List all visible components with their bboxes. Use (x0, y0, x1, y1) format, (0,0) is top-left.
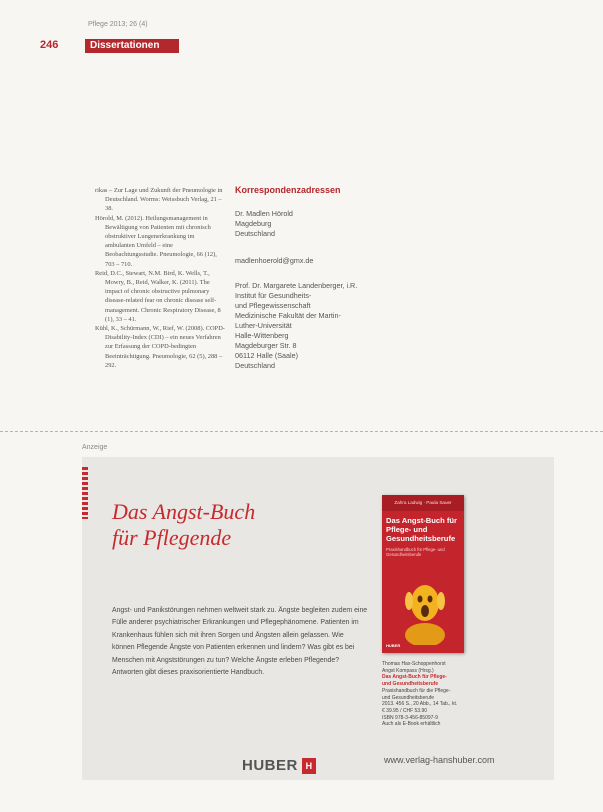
section-tab: Dissertationen (85, 39, 179, 53)
reference-item: Kühl, K., Schürmann, W., Rief, W. (2008). COPD-Disability-Index (CDI) – ein neues Verfahren zur Erfassung der COPD-bedingten Beeinträchtigung. Pneumologie, 62 (5), 288 – 292. (95, 325, 225, 369)
journal-citation: Pflege 2013; 26 (4) (88, 21, 148, 28)
book-info-line: Thomas Hax-Schoppenhorst (382, 661, 446, 667)
book-info-line: ISBN 978-3-456-85097-9 (382, 714, 438, 721)
address-line: Halle-Wittenberg (235, 331, 289, 340)
book-cover[interactable] (382, 495, 464, 653)
address-line: Magdeburg (235, 219, 272, 228)
correspondence-address-1 (235, 209, 375, 239)
book-info (382, 661, 474, 728)
reference-item: Hörold, M. (2012). Heilungsmanagement in Bewältigung von Patienten mit chronisch obstruktiver Lungenerkrankung im ambulanten Umfeld – eine Beobachtungsstudie. Pneumologie, 66 (12), 703 – 710. (95, 214, 217, 268)
decorative-stripe (82, 467, 88, 519)
book-cover-title: Das Angst-Buch für Pflege- und Gesundheitsberufe (386, 516, 458, 543)
book-info-line: Praxishandbuch für die Pflege- (382, 687, 451, 694)
book-info-title: Das Angst-Buch für Pflege- (382, 674, 447, 681)
publisher-logo (242, 757, 316, 774)
ad-label: Anzeige (82, 444, 108, 451)
address-line: Luther-Universität (235, 321, 292, 330)
book-info-line: Angst Kompass (Hrsg.) (382, 667, 434, 674)
book-cover-publisher: HUBER (386, 643, 401, 648)
address-line: Magdeburger Str. 8 (235, 341, 297, 350)
reference-item: rikas – Zur Lage und Zukunft der Pneumologie in Deutschland. Worms: Weissbuch Verlag, 21 – 38. (95, 187, 223, 213)
advertisement[interactable] (82, 457, 554, 780)
address-line: Dr. Madlen Hörold (235, 209, 293, 218)
address-line: Prof. Dr. Margarete Landenberger, i.R. (235, 281, 358, 290)
address-line: Institut für Gesundheits- (235, 291, 312, 300)
ad-title (112, 499, 372, 551)
address-line: Medizinische Fakultät der Martin- (235, 311, 341, 320)
address-line: 06112 Halle (Saale) (235, 351, 298, 360)
publisher-name: HUBER (242, 757, 298, 774)
book-info-line: Auch als E-Book erhältlich (382, 721, 441, 728)
ad-title-line: für Pflegende (112, 525, 232, 550)
address-line: Deutschland (235, 361, 275, 370)
ad-body-text: Angst- und Panikstörungen nehmen weltweit stark zu. Ängste begleiten zudem eine Fülle anderer psychiatrischer Erkrankungen und Pflegephänomene. Patienten im Krankenhaus fühlen sich mit ihren Sorgen und Ängsten allein gelassen. Wie können Pflegende Ängste von Patienten erkennen und lindern? Was gibt es bei Menschen mit Angststörungen zu tun? Welche Ängste erleben Pflegende? Antworten gibt dieses praxisorientierte Handbuch. (112, 607, 368, 677)
address-line: und Pflegewissenschaft (235, 301, 311, 310)
publisher-mark-icon: H (302, 758, 316, 774)
book-cover-subtitle: Praxishandbuch für Pflege- und Gesundheitsberufe (386, 547, 445, 558)
ad-title-line: Das Angst-Buch (112, 499, 256, 524)
page-number: 246 (40, 39, 59, 51)
book-info-line: und Gesundheitsberufe (382, 694, 434, 701)
email-link[interactable]: madlenhoerold@gmx.de (235, 256, 314, 265)
address-line: Deutschland (235, 229, 275, 238)
reference-item: Reid, D.C., Stewart, N.M. Bird, K. Wells, T., Mowry, B., Reid, Walker, K. (2011). The impact of chronic obstructive pulmonary disease-related fear on chronic disease self-management. Chronic Respiratory Disease, 8 (1), 33 – 41. (95, 269, 221, 323)
page-divider (0, 431, 603, 432)
book-info-title: und Gesundheitsberufe (382, 681, 439, 688)
correspondence-heading: Korrespondenzadressen (235, 185, 341, 195)
book-info-line: 2013. 456 S., 20 Abb., 14 Tab., kt. (382, 701, 458, 708)
reference-list (95, 186, 225, 370)
book-cover-authors: Zahra Ladwig · Paula Sauer (382, 495, 464, 511)
correspondence-address-2 (235, 281, 375, 371)
correspondence-email[interactable] (235, 256, 375, 266)
publisher-url-link[interactable]: www.verlag-hanshuber.com (384, 755, 495, 765)
book-info-line: € 39.95 / CHF 53.90 (382, 707, 428, 714)
screaming-figure-icon (400, 575, 450, 645)
